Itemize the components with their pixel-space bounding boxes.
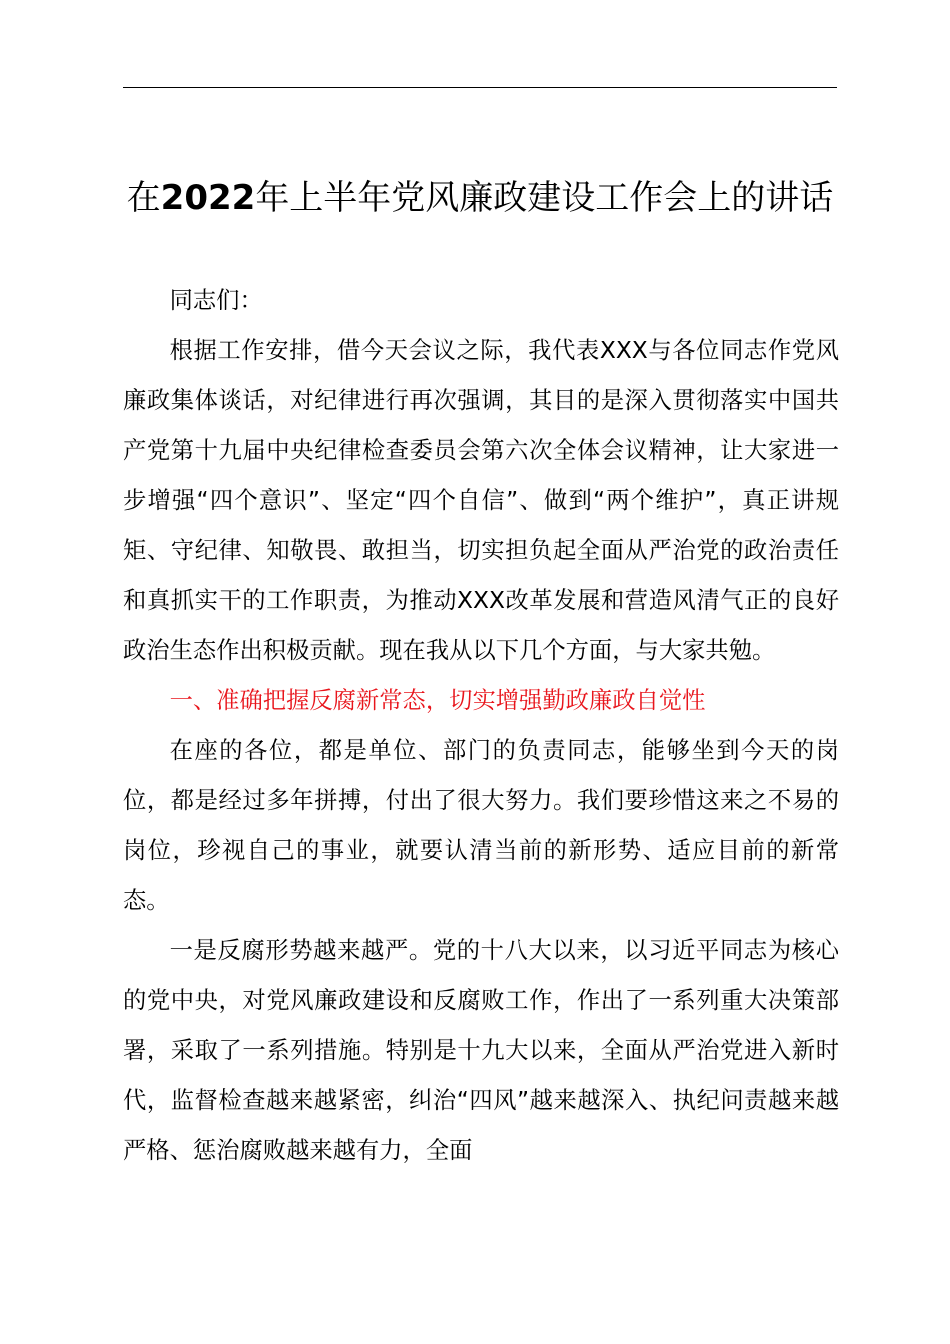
document-title (123, 173, 837, 223)
salutation: 同志们： (169, 287, 263, 314)
section-paragraph: 在座的各位，都是单位、部门的负责同志，能够坐到今天的岗位，都是经过多年拼搏，付出了很大努力。我们要珍惜这来之不易的岗位，珍视自己的事业，就要认清当前的新形势、适应目前的新常态。 (123, 737, 839, 914)
title-suffix: 年上半年党风廉政建设工作会上的讲话 (255, 177, 834, 218)
section-heading: 一、准确把握反腐新常态，切实增强勤政廉政自觉性 (169, 687, 706, 714)
title-prefix: 在 (126, 177, 161, 218)
intro-paragraph: 根据工作安排，借今天会议之际，我代表XXX与各位同志作党风廉政集体谈话，对纪律进行再次强调，其目的是深入贯彻落实中国共产党第十九届中央纪律检查委员会第六次全体会议精神，让大家进一步增强“四个意识”、坚定“四个自信”、做到“两个维护”，真正讲规矩、守纪律、知敬畏、敢担当，切实担负起全面从严治党的政治责任和真抓实干的工作职责，为推动XXX改革发展和营造风清气正的良好政治生态作出积极贡献。现在我从以下几个方面，与大家共勉。 (123, 337, 839, 664)
title-year: 2022 (160, 177, 256, 218)
document-body (123, 276, 839, 1176)
header-rule (123, 87, 837, 88)
section-paragraph: 一是反腐形势越来越严。党的十八大以来，以习近平同志为核心的党中央，对党风廉政建设和反腐败工作，作出了一系列重大决策部署，采取了一系列措施。特别是十九大以来，全面从严治党进入新时代，监督检查越来越紧密，纠治“四风”越来越深入、执纪问责越来越严格、惩治腐败越来越有力，全面 (123, 937, 839, 1164)
